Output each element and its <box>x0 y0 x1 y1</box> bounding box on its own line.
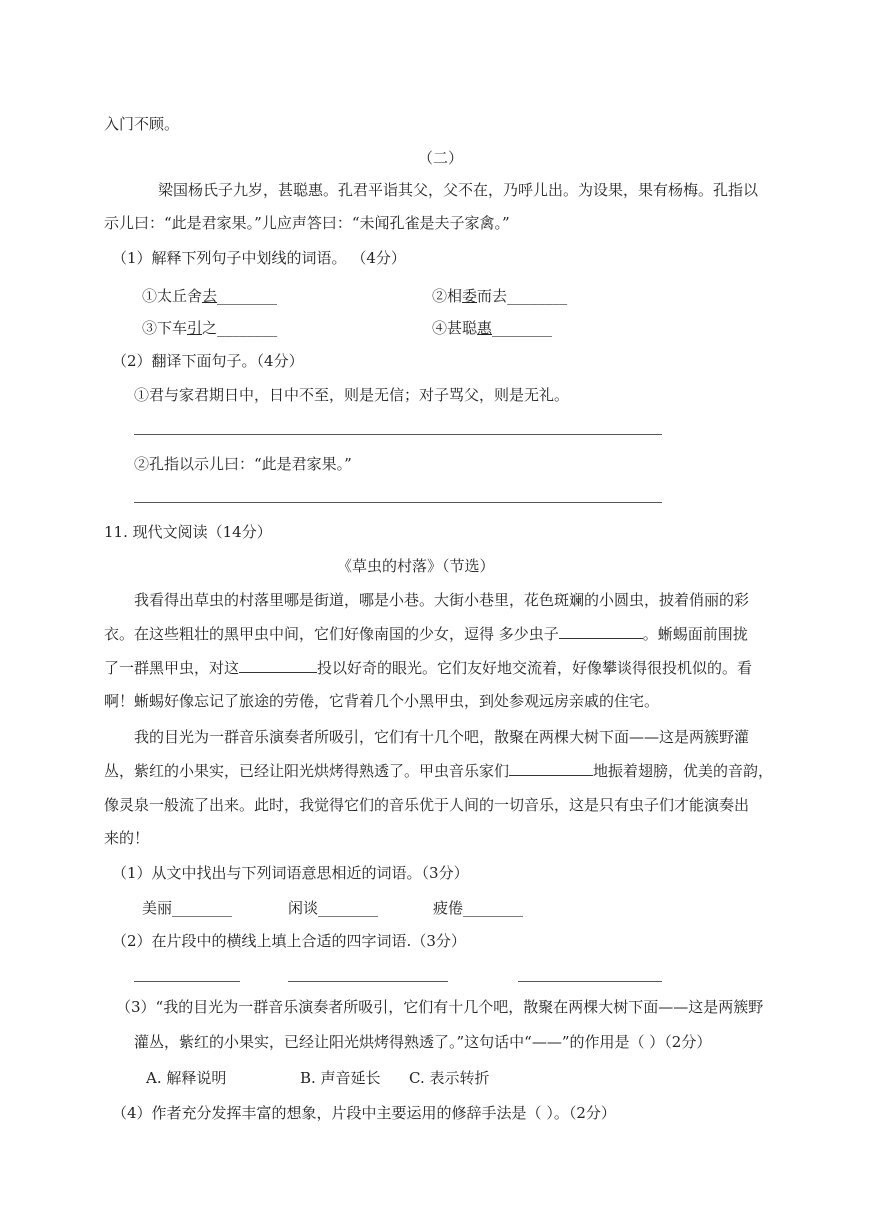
question-stem: （1）从文中找出与下列词语意思相近的词语。（3分） <box>112 864 469 882</box>
question-stem: （4）作者充分发挥丰富的想象，片段中主要运用的修辞手法是（ ）。（2分） <box>112 1104 616 1122</box>
translation-sentence: ②孔指以示儿曰：“此是君家果。” <box>134 455 352 473</box>
passage-line: 示儿曰：“此是君家果。”儿应声答曰：“未闻孔雀是夫子家禽。” <box>104 214 510 232</box>
option-a[interactable]: A. 解释说明 <box>146 1069 227 1087</box>
answer-blank[interactable]: ________ <box>217 319 278 337</box>
question-stem: （2）在片段中的横线上填上合适的四字词语.（3分） <box>112 932 466 950</box>
underlined-word: 去 <box>202 287 218 305</box>
passage-line: 了一群黑甲虫，对这 投以好奇的眼光。它们友好地交流着，好像攀谈得很投机似的。看 <box>104 659 753 677</box>
paragraph-continuation: 入门不顾。 <box>104 115 180 133</box>
answer-line[interactable] <box>134 981 240 982</box>
answer-line[interactable] <box>288 981 448 982</box>
underlined-word: 引 <box>187 319 203 337</box>
translation-sentence: ①君与家君期日中，日中不至，则是无信；对子骂父，则是无礼。 <box>134 386 570 404</box>
passage-line: 衣。在这些粗壮的黑甲虫中间，它们好像南国的少女，逗得 多少虫子 。蜥蜴面前围拢 <box>104 625 748 643</box>
question-item: 疲倦________ <box>433 899 524 917</box>
passage-line: 像灵泉一般流了出来。此时，我觉得它们的音乐优于人间的一切音乐，这是只有虫子们才能演奏出 <box>104 796 750 814</box>
fill-blank[interactable] <box>559 624 643 639</box>
question-stem: 灌丛，紫红的小果实，已经让阳光烘烤得熟透了。”这句话中“——”的作用是（ ）（2分） <box>134 1033 712 1051</box>
passage-line: 来的！ <box>104 829 150 847</box>
answer-blank[interactable]: ________ <box>172 899 233 917</box>
answer-blank[interactable]: ________ <box>217 287 278 305</box>
answer-blank[interactable]: ________ <box>463 899 524 917</box>
fill-blank[interactable] <box>239 658 317 673</box>
question-item: ②相委而去________ <box>432 287 568 305</box>
section-heading: （二） <box>418 149 464 167</box>
question-stem: （3）“我的目光为一群音乐演奏者所吸引，它们有十几个吧，散聚在两棵大树下面——这是两簇野 <box>116 998 764 1016</box>
question-stem: （2）翻译下面句子。（4分） <box>112 352 304 370</box>
answer-line[interactable] <box>134 502 662 503</box>
underlined-word: 委 <box>462 287 478 305</box>
answer-blank[interactable]: ________ <box>507 287 568 305</box>
question-item: ③下车引之________ <box>142 319 278 337</box>
passage-line: 丛，紫红的小果实，已经让阳光烘烤得熟透了。甲虫音乐家们 地振着翅膀，优美的音韵， <box>104 762 774 780</box>
passage-line: 梁国杨氏子九岁，甚聪惠。孔君平诣其父，父不在，乃呼儿出。为设果，果有杨梅。孔指以 <box>158 181 759 199</box>
answer-blank[interactable]: ________ <box>492 319 553 337</box>
option-b[interactable]: B. 声音延长 <box>300 1069 381 1087</box>
question-item: 美丽________ <box>142 899 233 917</box>
option-c[interactable]: C. 表示转折 <box>409 1069 490 1087</box>
question-stem: （1）解释下列句子中划线的词语。 （4分） <box>112 249 406 267</box>
underlined-word: 惠 <box>477 319 493 337</box>
passage-line: 啊！蜥蜴好像忘记了旅途的劳倦，它背着几个小黑甲虫，到处参观远房亲戚的住宅。 <box>104 692 660 710</box>
answer-line[interactable] <box>134 434 662 435</box>
question-item: 闲谈________ <box>288 899 379 917</box>
question-item: ①太丘舍去________ <box>142 287 278 305</box>
question-title: 11. 现代文阅读（14分） <box>104 523 272 541</box>
fill-blank[interactable] <box>509 761 593 776</box>
question-item: ④甚聪惠________ <box>432 319 553 337</box>
passage-line: 我看得出草虫的村落里哪是街道，哪是小巷。大街小巷里，花色斑斓的小圆虫，披着俏丽的彩 <box>134 591 750 609</box>
passage-title: 《草虫的村落》（节选） <box>337 557 495 575</box>
answer-line[interactable] <box>518 981 662 982</box>
passage-line: 我的目光为一群音乐演奏者所吸引，它们有十几个吧，散聚在两棵大树下面——这是两簇野灌 <box>134 728 750 746</box>
answer-blank[interactable]: ________ <box>318 899 379 917</box>
